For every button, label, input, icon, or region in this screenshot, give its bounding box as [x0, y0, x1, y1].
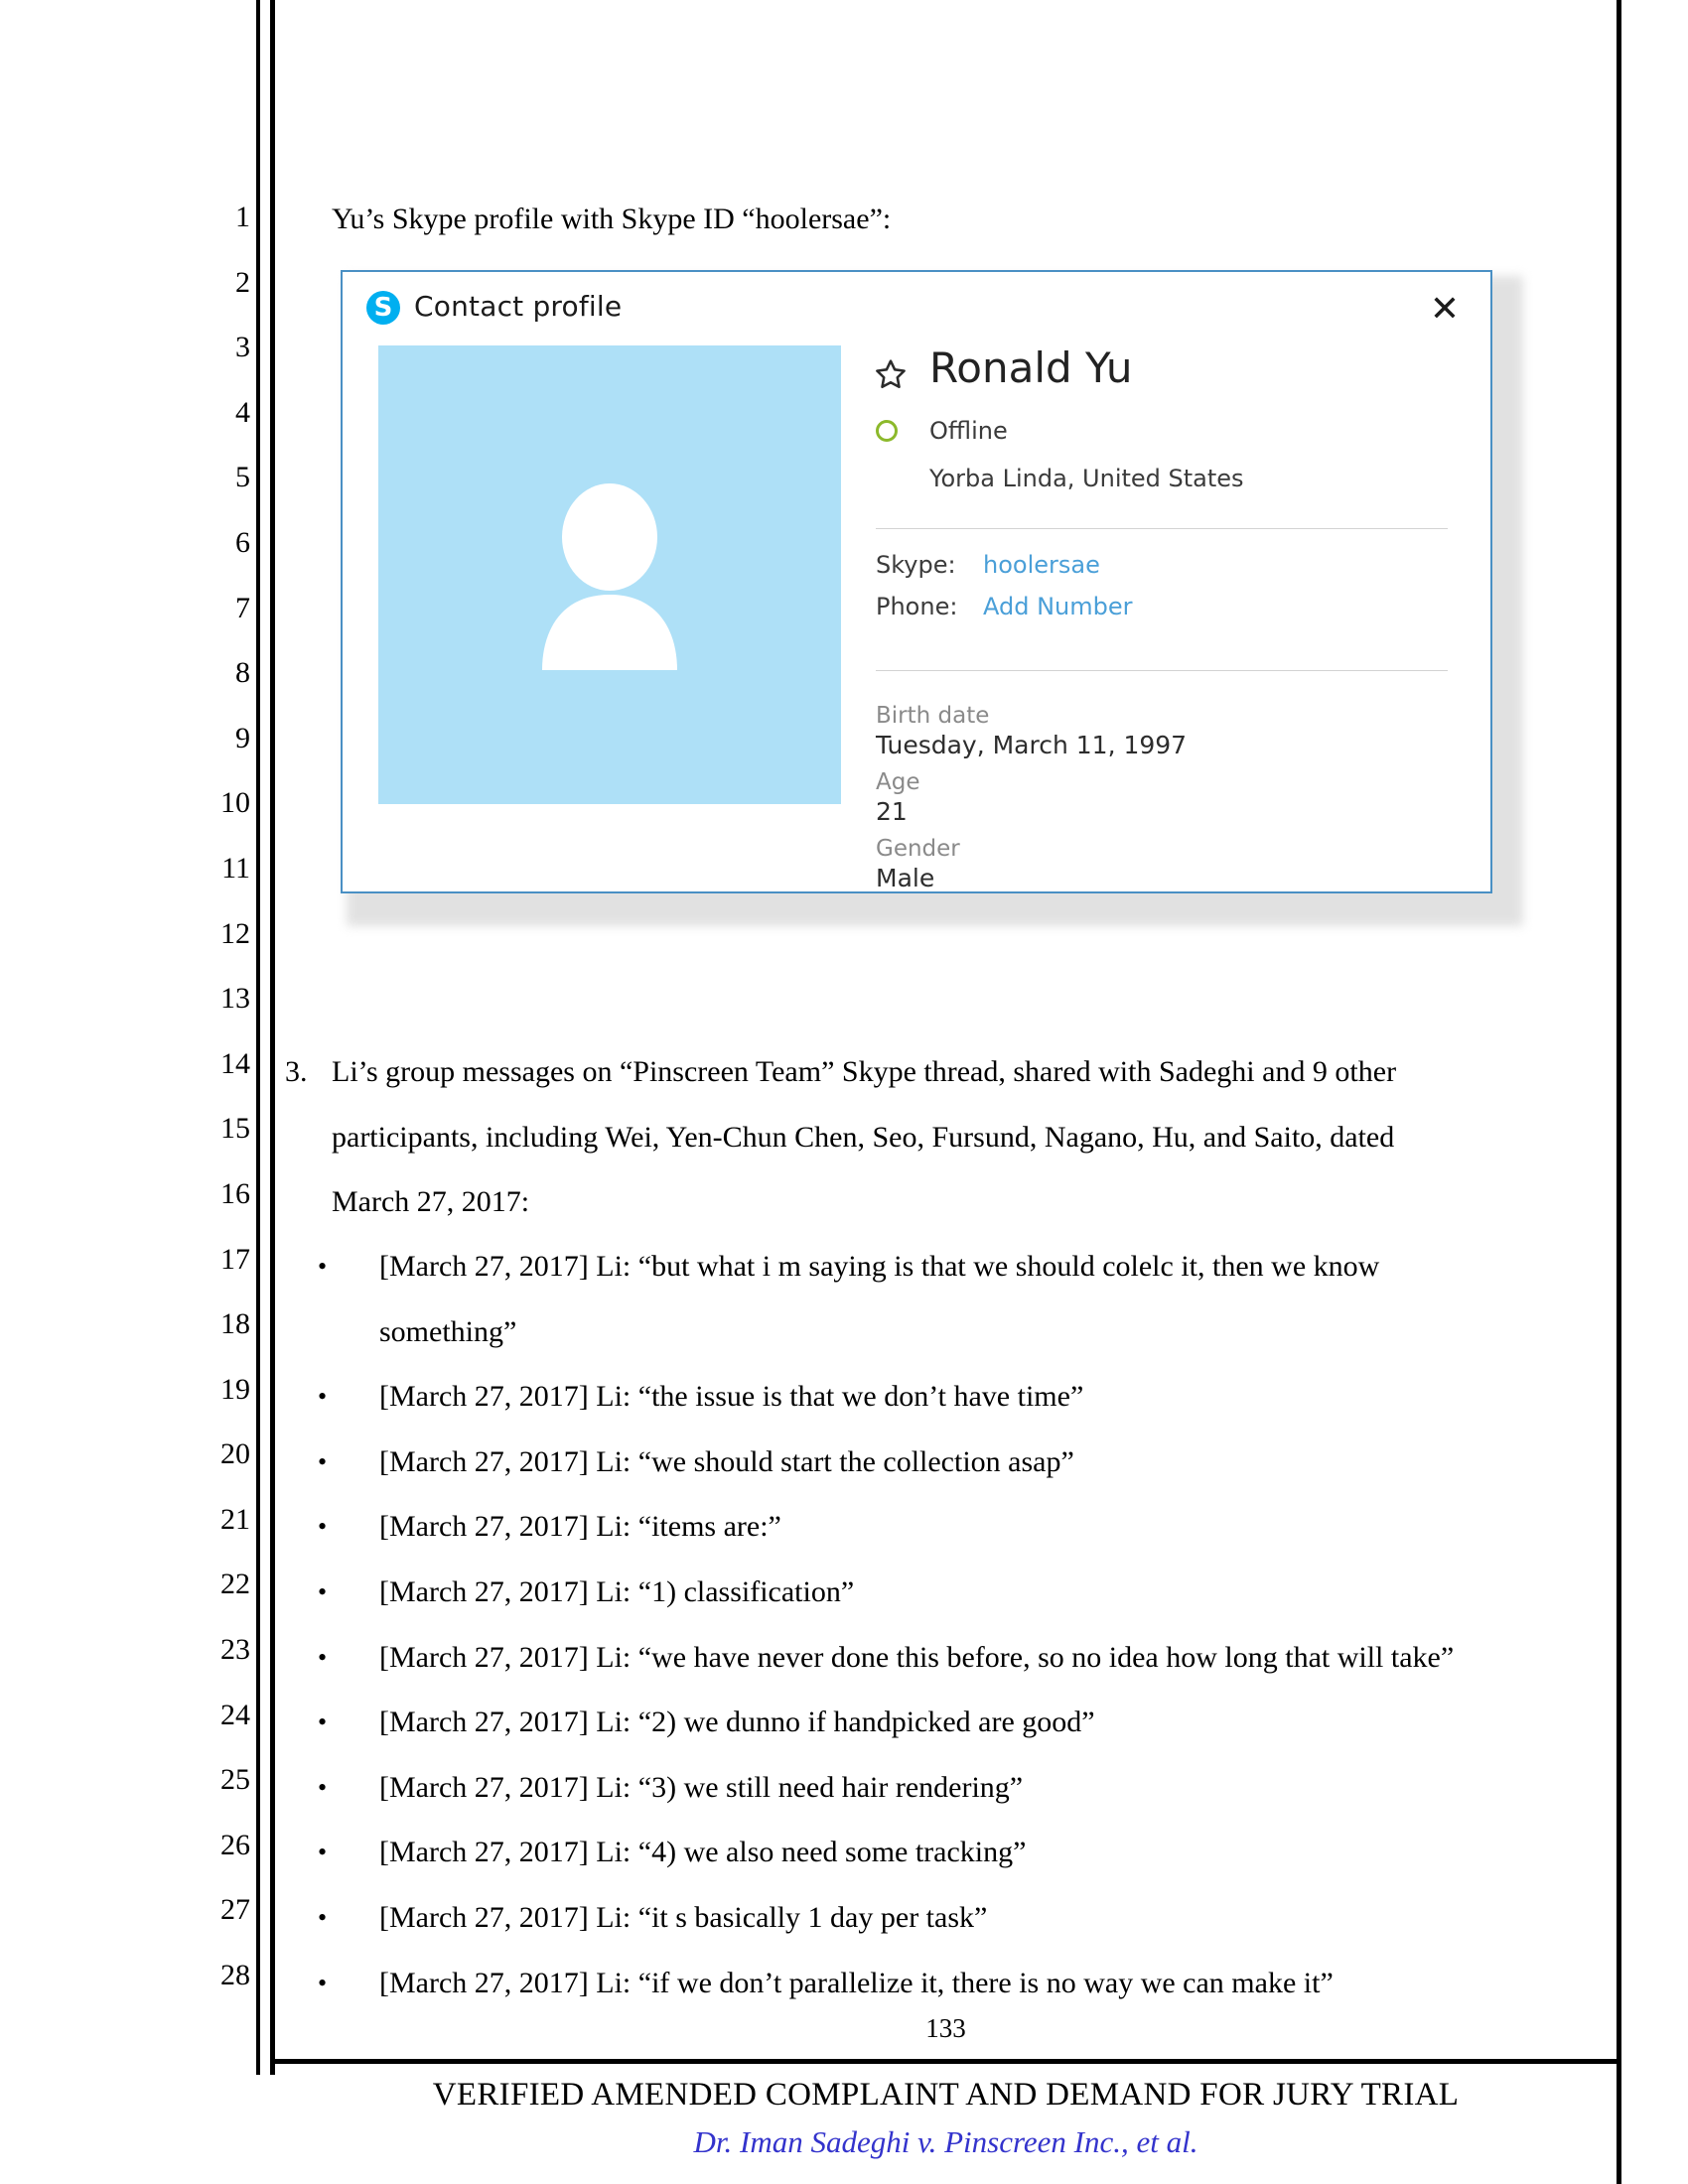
card-body: [343, 345, 1490, 893]
favorite-star-icon[interactable]: [874, 357, 908, 395]
footer-divider-rule: [270, 2059, 1621, 2064]
age-value: 21: [876, 797, 908, 826]
skype-id-value-link[interactable]: hoolersae: [983, 551, 1100, 579]
contact-name: Ronald Yu: [929, 343, 1133, 392]
footer-case-caption: Dr. Iman Sadeghi v. Pinscreen Inc., et al.: [693, 2124, 1198, 2159]
line-number: 21: [220, 1502, 250, 1536]
list-item: • [March 27, 2017] Li: “2) we dunno if handpicked are good”: [318, 1690, 1599, 1755]
line-number: 10: [220, 786, 250, 820]
phone-label: Phone:: [876, 593, 958, 620]
paragraph-line-3: March 27, 2017:: [332, 1185, 530, 1219]
line-number: 9: [235, 721, 250, 754]
contact-name-row: [874, 345, 1450, 411]
list-item: • [March 27, 2017] Li: “items are:”: [318, 1494, 1599, 1560]
list-item-continuation: something”: [379, 1314, 517, 1348]
intro-text-block: [285, 149, 1596, 252]
skype-contact-profile-card: [341, 270, 1529, 930]
line-number: 11: [221, 851, 250, 885]
phone-row: [876, 593, 1450, 634]
line-number: 23: [220, 1633, 250, 1667]
line-number: 27: [220, 1893, 250, 1927]
intro-line: Yu’s Skype profile with Skype ID “hoolersae”:: [332, 203, 892, 235]
line-number: 12: [220, 916, 250, 950]
card-titlebar: [343, 272, 1490, 345]
message-bullet-list: [318, 1234, 1599, 2015]
right-margin-rule: [1617, 0, 1621, 2184]
list-item: • [March 27, 2017] Li: “the issue is that we don’t have time”: [318, 1364, 1599, 1430]
presence-status-row: [874, 411, 1450, 461]
line-number: 1: [235, 201, 250, 233]
contact-details: [874, 345, 1450, 892]
list-item: • [March 27, 2017] Li: “it s basically 1 day per task”: [318, 1885, 1599, 1951]
line-number: 20: [220, 1437, 250, 1471]
footer-title: VERIFIED AMENDED COMPLAINT AND DEMAND FOR JURY TRIAL: [432, 2077, 1460, 2113]
line-number: 4: [235, 395, 250, 429]
skype-id-row: [876, 551, 1450, 593]
birth-date-value: Tuesday, March 11, 1997: [876, 731, 1188, 759]
list-item: • [March 27, 2017] Li: “3) we still need hair rendering”: [318, 1755, 1599, 1821]
line-number: 5: [235, 461, 250, 494]
skype-id-label: Skype:: [876, 551, 956, 579]
line-number: 17: [220, 1242, 250, 1276]
line-number-gutter: [189, 185, 250, 2008]
details-divider-top: [876, 528, 1448, 529]
list-item: • [March 27, 2017] Li: “but what i m saying is that we should colelc it, then we know: [318, 1234, 1599, 1299]
line-number: 18: [220, 1307, 250, 1341]
list-item: • [March 27, 2017] Li: “if we don’t parallelize it, there is no way we can make it”: [318, 1951, 1599, 2016]
line-number: 14: [220, 1046, 250, 1080]
line-number: 19: [220, 1372, 250, 1406]
line-number: 6: [235, 525, 250, 559]
line-number: 22: [220, 1568, 250, 1601]
card-window-title: Contact profile: [414, 290, 623, 323]
line-number: 3: [235, 331, 250, 364]
gender-value: Male: [876, 864, 935, 892]
avatar: [378, 345, 841, 804]
page-number: 133: [925, 2013, 966, 2043]
line-number: 13: [220, 982, 250, 1016]
paragraph-line-2: participants, including Wei, Yen-Chun Chen, Seo, Fursund, Nagano, Hu, and Saito, dated: [332, 1120, 1395, 1154]
list-item: • [March 27, 2017] Li: “we should start the collection asap”: [318, 1430, 1599, 1495]
line-number: 16: [220, 1176, 250, 1210]
line-number: 8: [235, 656, 250, 690]
skype-logo-icon: S: [366, 291, 400, 325]
birth-date-label: Birth date: [876, 703, 990, 729]
close-icon[interactable]: ✕: [1429, 289, 1461, 330]
add-number-link[interactable]: Add Number: [983, 593, 1133, 620]
location-text: Yorba Linda, United States: [929, 465, 1244, 492]
list-item: • [March 27, 2017] Li: “we have never done this before, so no idea how long that will take”: [318, 1625, 1599, 1691]
line-number: 15: [220, 1112, 250, 1146]
details-divider-bottom: [876, 670, 1448, 671]
line-number: 28: [220, 1959, 250, 1992]
left-margin-rule-outer: [256, 0, 260, 2075]
list-item: • [March 27, 2017] Li: “1) classification”: [318, 1560, 1599, 1625]
line-number: 24: [220, 1698, 250, 1731]
offline-status-icon: [876, 420, 898, 442]
line-number: 2: [235, 265, 250, 299]
status-text: Offline: [929, 417, 1008, 445]
line-number: 26: [220, 1828, 250, 1861]
line-number: 25: [220, 1763, 250, 1797]
left-margin-rule-inner: [270, 0, 275, 2075]
list-item: • [March 27, 2017] Li: “4) we also need some tracking”: [318, 1820, 1599, 1885]
numbered-paragraph-3: [285, 1039, 1596, 1235]
gender-label: Gender: [876, 836, 960, 862]
paragraph-number: 3.: [285, 1055, 308, 1088]
paragraph-line-1: Li’s group messages on “Pinscreen Team” Skype thread, shared with Sadeghi and 9 other: [332, 1055, 1397, 1088]
age-label: Age: [876, 769, 920, 795]
line-number: 7: [235, 591, 250, 624]
